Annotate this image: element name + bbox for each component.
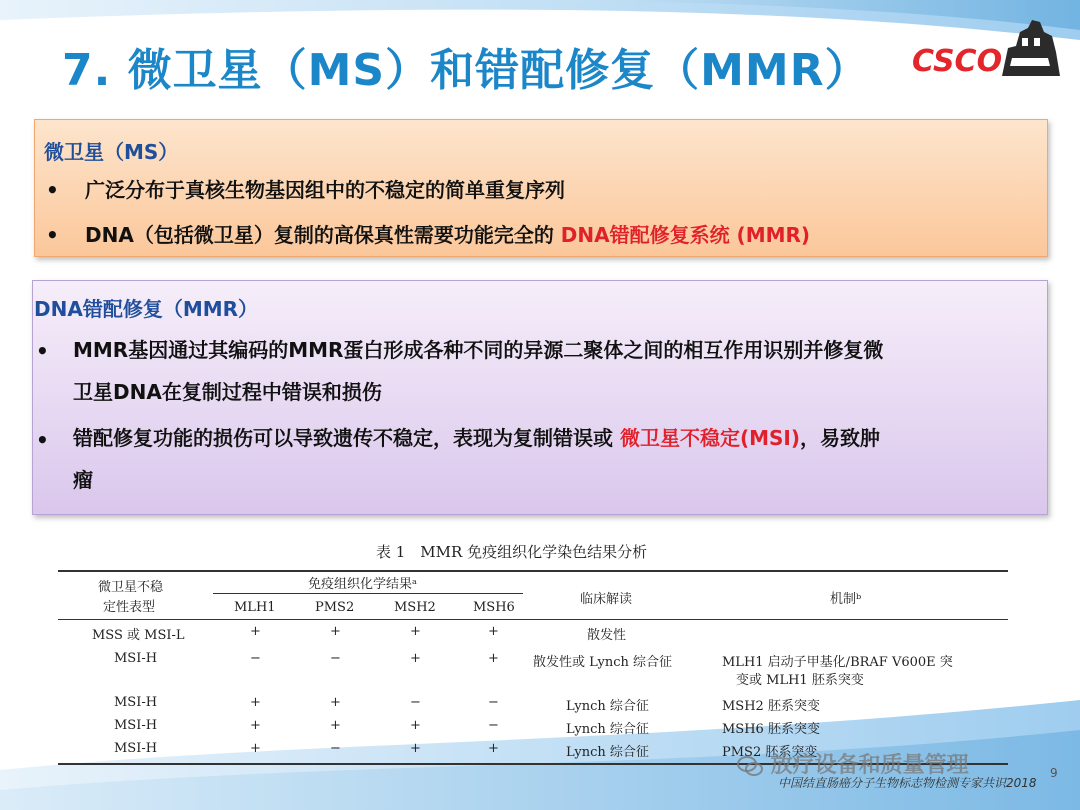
- cell-mechanism: PMS2 胚系突变: [722, 745, 818, 760]
- cell-msh6: +: [488, 651, 499, 666]
- header-phenotype-line-1: 微卫星不稳: [98, 580, 164, 595]
- point-2-text: DNA（包括微卫星）复制的高保真性需要功能完全的: [85, 223, 561, 247]
- cell-mlh1: +: [250, 624, 261, 639]
- microsatellite-box: [34, 119, 1048, 257]
- header-pms2: PMS2: [315, 600, 355, 615]
- mmr-ihc-table: [58, 570, 1008, 765]
- watermark-text: 放疗设备和质量管理: [770, 753, 969, 778]
- cell-phenotype: MSS 或 MSI-L: [92, 628, 185, 643]
- wechat-icon: [737, 755, 763, 777]
- header-mechanism: 机制ᵇ: [830, 592, 862, 607]
- header-phenotype-line-2: 定性表型: [103, 600, 156, 615]
- cell-clinical: Lynch 综合征: [566, 722, 649, 737]
- point-2-tail: ，易致肿: [800, 426, 880, 450]
- point-2-text: 错配修复功能的损伤可以导致遗传不稳定，表现为复制错误或: [73, 426, 620, 450]
- table-caption: 表 1 MMR 免疫组织化学染色结果分析: [376, 543, 648, 561]
- csco-logo: [912, 18, 1062, 80]
- great-wall-icon: [998, 18, 1062, 78]
- cell-pms2: +: [330, 695, 341, 710]
- cell-msh6: +: [488, 741, 499, 756]
- cell-msh2: +: [410, 651, 421, 666]
- cell-phenotype: MSI-H: [114, 651, 158, 666]
- bullet-marker: •: [36, 339, 49, 363]
- cell-msh2: +: [410, 741, 421, 756]
- cell-phenotype: MSI-H: [114, 741, 158, 756]
- cell-mechanism: MSH2 胚系突变: [722, 699, 820, 714]
- cell-mechanism-line-1: MLH1 启动子甲基化/BRAF V600E 突: [722, 655, 953, 670]
- cell-pms2: −: [330, 741, 341, 756]
- cell-mlh1: +: [250, 741, 261, 756]
- ihc-subheader-rule: [213, 593, 523, 594]
- microsatellite-heading: 微卫星（MS）: [44, 140, 179, 164]
- mmr-point-2-line-1: [73, 415, 880, 461]
- cell-mlh1: +: [250, 695, 261, 710]
- cell-mechanism-line-2: 变或 MLH1 胚系突变: [736, 673, 864, 688]
- table-top-rule: [58, 570, 1008, 572]
- cell-clinical: 散发性或 Lynch 综合征: [533, 655, 673, 670]
- cell-msh2: +: [410, 624, 421, 639]
- mmr-point-1-line-2: 卫星DNA在复制过程中错误和损伤: [73, 380, 382, 404]
- cell-pms2: +: [330, 624, 341, 639]
- msi-highlight: 微卫星不稳定(MSI): [619, 426, 800, 450]
- header-bottom-rule: [58, 619, 1008, 620]
- bullet-marker: •: [36, 428, 49, 452]
- header-msh6: MSH6: [473, 600, 515, 615]
- cell-msh6: −: [488, 695, 499, 710]
- cell-msh2: +: [410, 718, 421, 733]
- cell-pms2: −: [330, 651, 341, 666]
- microsatellite-point-2: [85, 212, 810, 258]
- cell-clinical: Lynch 综合征: [566, 745, 649, 760]
- header-ihc: 免疫组织化学结果ᵃ: [308, 577, 418, 592]
- page-title: 7. 微卫星（MS）和错配修复（MMR）: [62, 45, 870, 96]
- cell-mlh1: −: [250, 651, 261, 666]
- mmr-heading: DNA错配修复（MMR）: [34, 297, 259, 321]
- cell-mlh1: +: [250, 718, 261, 733]
- cell-msh2: −: [410, 695, 421, 710]
- mmr-box: [32, 280, 1048, 515]
- cell-phenotype: MSI-H: [114, 718, 158, 733]
- cell-mechanism: MSH6 胚系突变: [722, 722, 820, 737]
- mmr-system-highlight: DNA错配修复系统 (MMR): [560, 223, 811, 247]
- page-number: 9: [1050, 766, 1058, 780]
- mmr-point-1-line-1: MMR基因通过其编码的MMR蛋白形成各种不同的异源二聚体之间的相互作用识别并修复微: [73, 338, 884, 362]
- microsatellite-point-1: 广泛分布于真核生物基因组中的不稳定的简单重复序列: [85, 178, 565, 202]
- header-mlh1: MLH1: [234, 600, 276, 615]
- cell-clinical: 散发性: [587, 628, 627, 643]
- cell-phenotype: MSI-H: [114, 695, 158, 710]
- source-footer: 中国结直肠癌分子生物标志物检测专家共识2018: [778, 776, 1037, 790]
- bullet-marker: •: [46, 223, 59, 247]
- bullet-marker: •: [46, 178, 59, 202]
- header-msh2: MSH2: [394, 600, 436, 615]
- cell-msh6: −: [488, 718, 499, 733]
- cell-clinical: Lynch 综合征: [566, 699, 649, 714]
- mmr-point-2-line-2: 瘤: [73, 468, 93, 492]
- header-clinical: 临床解读: [580, 592, 633, 607]
- logo-text: CSCO: [912, 44, 1003, 79]
- cell-pms2: +: [330, 718, 341, 733]
- cell-msh6: +: [488, 624, 499, 639]
